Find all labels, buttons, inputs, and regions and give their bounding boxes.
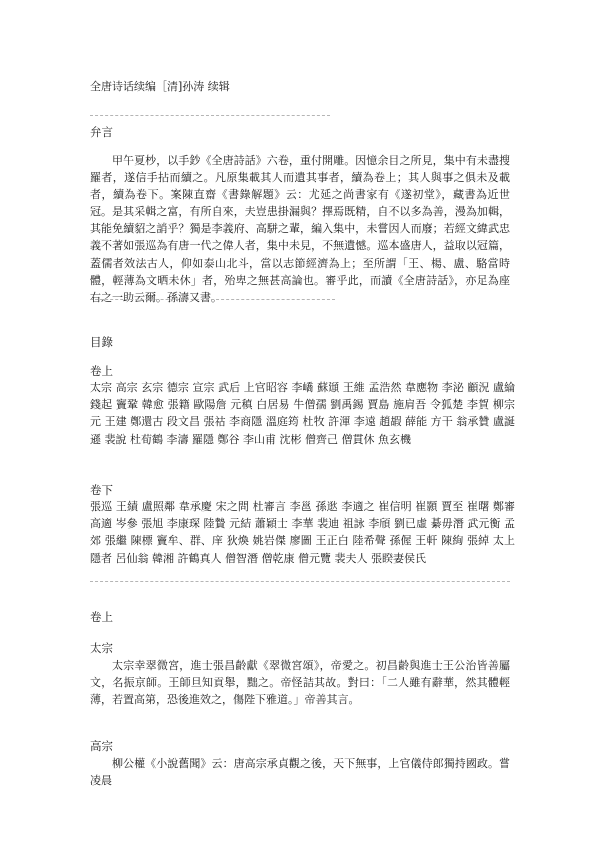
- document-title: 全唐诗话续编［清]孙涛 续辑: [90, 80, 230, 93]
- preface-heading: 弁言: [90, 125, 113, 139]
- contents-vol1-label: 卷上: [90, 364, 113, 378]
- preface-paragraph: 甲午夏杪，以手鈔《全唐詩話》六卷，重付開雕。因憶余目之所見，集中有未盡搜羅者，遂信手拈而續之。凡原集載其人而遺其事者，續為卷上；其人與事之俱未及載者，續為卷下。案陳直齋《書錄解題》云：尤延之尚書家有《遂初堂》，藏書為近世冠。是其采輯之富，有所自來，夫豈患掛漏與？擇焉既精，自不以多為善，漫為加輯，其能免續貂之誚乎？獨是李義府、高駢之輩，編入集中，未嘗因人而廢；若經文緯武忠義不著如張巡為有唐一代之偉人者，集中未見，不無遺憾。巡本盛唐人，益取以冠篇，蓋儒者效法古人，仰如泰山北斗，當以志節經濟為上；至所謂「王、楊、盧、駱當時體，輕薄為文晒未休」者，殆卑之無甚高論也。審乎此，而讀《全唐詩話》，亦足為座右之一助云爾。孫濤又書。: [90, 154, 510, 304]
- divider: [90, 115, 330, 116]
- contents-vol1-names: 太宗 高宗 玄宗 德宗 宣宗 武后 上官昭容 李嶠 蘇頲 王維 孟浩然 韋應物 李泌 顧況 盧綸 錢起 竇鞏 韓愈 張籍 歐陽詹 元稹 白居易 牛僧孺 劉禹錫 賈島 施肩吾 令狐楚 李賀 柳宗元 王建 鄭還古 段文昌 張祜 李商隱 溫庭筠 杜牧 許渾 李遠 趙嘏 薛能 方干 翁承贊 盧誕遜 裴說 杜荀鶴 李濤 羅隱 鄭谷 李山甫 沈彬 僧齊己 僧貫休 魚玄機: [90, 381, 515, 446]
- contents-vol2-label: 卷下: [90, 483, 113, 497]
- contents-heading: 目錄: [90, 335, 113, 349]
- divider: [90, 299, 335, 300]
- entry-heading-gaozong: 高宗: [90, 739, 113, 753]
- body-vol-label: 卷上: [90, 610, 113, 624]
- divider: [90, 581, 510, 582]
- entry-text-gaozong: 柳公權《小說舊聞》云：唐高宗承貞觀之後，天下無事，上官儀侍郎獨持國政。嘗凌晨: [90, 757, 510, 788]
- contents-vol2-names: 張巡 王績 盧照鄰 韋承慶 宋之問 杜審言 李邕 孫逖 李適之 崔信明 崔顥 賈至 崔曙 鄭審 高適 岑參 張旭 李康琛 陸贄 元結 蕭穎士 李華 裴迪 祖詠 李頎 劉已虛 綦毋潛 武元衡 孟郊 張繼 陳標 竇牟、群、庠 狄煥 姚岩傑 廖圖 王正白 陸希聲 孫偓 王軒 陳絢 張綽 太上隱者 呂仙翁 韓湘 許鶴真人 僧智潛 僧乾康 僧元覽 裴夫人 張睽妻侯氏: [90, 500, 515, 565]
- entry-heading-taizong: 太宗: [90, 641, 113, 655]
- entry-text-taizong: 太宗幸翠微宮，進士張昌齡獻《翠微宮頌》，帝愛之。初昌齡與進士王公治皆善屬文，名振京師。王師旦知貢舉，黜之。帝怪詰其故。對曰：「二人雖有辭華，然其體輕薄，若置高第，恐後進效之，傷陛下雅道。」帝善其言。: [90, 659, 510, 707]
